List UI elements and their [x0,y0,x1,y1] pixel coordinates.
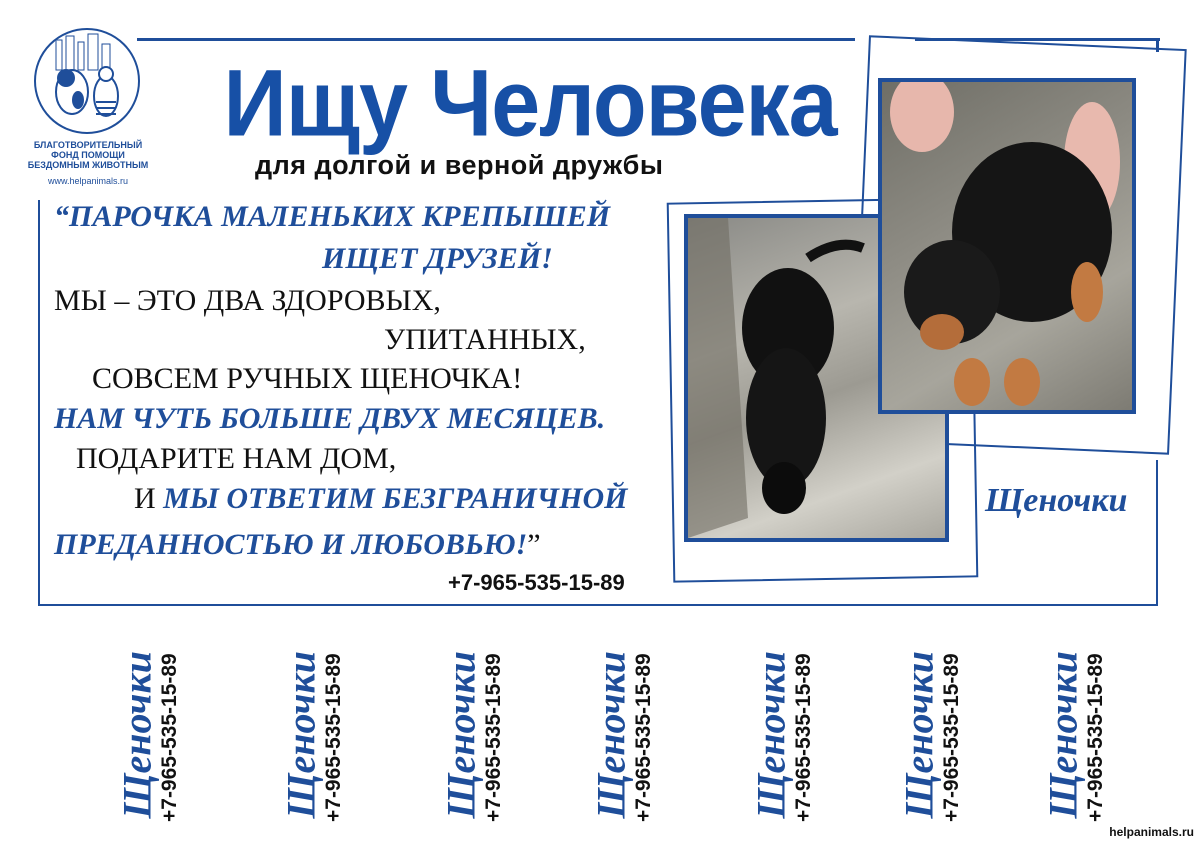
logo-line-2: ФОНД ПОМОЩИ [51,150,125,160]
tear-off-tab[interactable] [1026,620,1116,822]
tear-off-tab[interactable] [424,620,514,822]
tab-phone: +7-965-535-15-89 [792,653,815,822]
puppies-side-label: Щеночки [985,482,1128,519]
tear-off-tab[interactable] [100,620,190,822]
logo-url: www.helpanimals.ru [47,176,129,186]
tab-label: Щеночки [114,651,160,819]
logo-org-name [22,140,154,170]
tear-off-tab[interactable] [734,620,824,822]
tab-label: Щеночки [438,651,484,819]
message-line-8-prefix: И [134,482,164,515]
frame-bottom-line [38,604,1158,606]
contact-phone: +7-965-535-15-89 [448,570,625,595]
message-line-2: ИЩЕТ ДРУЗЕЙ! [322,242,553,275]
logo-emblem [34,28,140,134]
tab-phone: +7-965-535-15-89 [632,653,655,822]
puppy-photo-tan [878,78,1136,414]
tab-label: Щеночки [748,651,794,819]
page-subtitle: для долгой и верной дружбы [255,150,664,180]
tab-phone: +7-965-535-15-89 [158,653,181,822]
dog-cat-logo-icon [36,30,138,132]
tan-puppy-image-icon [882,82,1132,410]
tab-phone: +7-965-535-15-89 [940,653,963,822]
message-line-8-highlight: МЫ ОТВЕТИМ БЕЗГРАНИЧНОЙ [163,482,628,515]
message-line-7: ПОДАРИТЕ НАМ ДОМ, [76,442,397,475]
logo-line-3: БЕЗДОМНЫМ ЖИВОТНЫМ [27,160,149,170]
frame-left-line [38,200,40,606]
tab-phone: +7-965-535-15-89 [1084,653,1107,822]
message-line-9-quote: ” [527,528,541,561]
tab-phone: +7-965-535-15-89 [322,653,345,822]
tear-off-tab[interactable] [882,620,972,822]
message-line-4: УПИТАННЫХ, [384,323,586,356]
message-line-3: МЫ – ЭТО ДВА ЗДОРОВЫХ, [54,284,441,317]
page-title: Ищу Человека [223,49,837,156]
tear-off-tab[interactable] [574,620,664,822]
tear-off-tab[interactable] [264,620,354,822]
message-line-8 [134,482,627,516]
logo-line-1: БЛАГОТВОРИТЕЛЬНЫЙ [33,140,143,150]
message-line-9 [54,528,541,562]
message-line-6: НАМ ЧУТЬ БОЛЬШЕ ДВУХ МЕСЯЦЕВ. [54,402,606,435]
tab-label: Щеночки [588,651,634,819]
frame-top-line [137,38,855,41]
tab-label: Щеночки [1040,651,1086,819]
message-line-1: “ПАРОЧКА МАЛЕНЬКИХ КРЕПЫШЕЙ [54,200,611,233]
message-line-5: СОВСЕМ РУЧНЫХ ЩЕНОЧКА! [92,362,523,395]
footer-url: helpanimals.ru [1109,825,1194,839]
frame-right-line [1156,460,1158,606]
tab-label: Щеночки [278,651,324,819]
message-line-9-text: ПРЕДАННОСТЬЮ И ЛЮБОВЬЮ! [54,528,528,561]
tab-phone: +7-965-535-15-89 [482,653,505,822]
tab-label: Щеночки [896,651,942,819]
